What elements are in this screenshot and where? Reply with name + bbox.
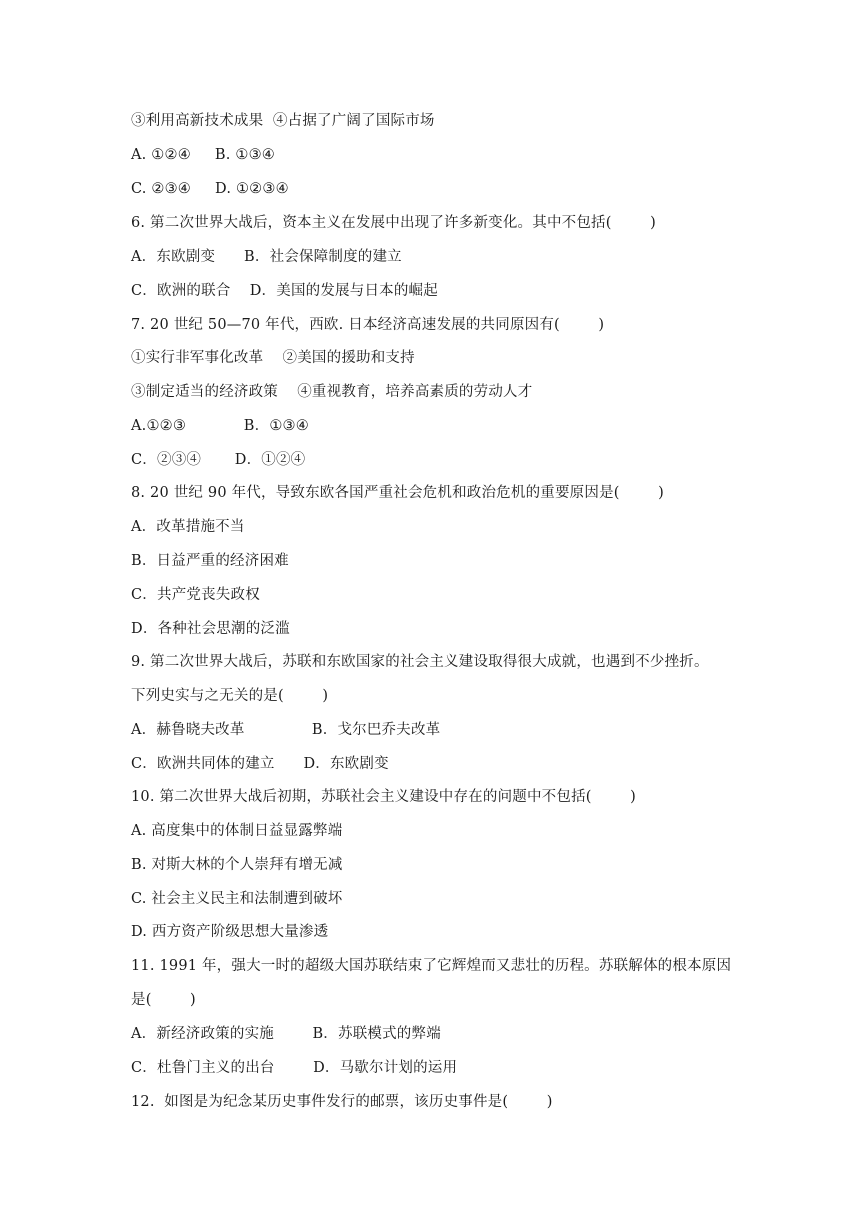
question-7-choice-ab: A.①②③ B．①③④	[131, 418, 309, 434]
question-5-options-line: ③利用高新技术成果 ④占据了广阔了国际市场	[131, 113, 435, 129]
question-8-choice-a: A．改革措施不当	[131, 519, 245, 535]
question-11-choice-ab: A．新经济政策的实施 B．苏联模式的弊端	[131, 1026, 441, 1042]
question-8-choice-c: C．共产党丧失政权	[131, 587, 260, 603]
question-11-stem: 11. 1991 年，强大一时的超级大国苏联结束了它辉煌而又悲壮的历程。苏联解体的根本原因	[131, 958, 732, 974]
question-7-statements-2: ③制定适当的经济政策 ④重视教育，培养高素质的劳动人才	[131, 384, 533, 400]
question-9-choice-ab: A．赫鲁晓夫改革 B．戈尔巴乔夫改革	[131, 722, 441, 738]
question-6-stem: 6. 第二次世界大战后，资本主义在发展中出现了许多新变化。其中不包括( )	[131, 215, 656, 231]
question-9-stem: 9. 第二次世界大战后，苏联和东欧国家的社会主义建设取得很大成就，也遇到不少挫折。	[131, 654, 709, 670]
question-6-choice-cd: C．欧洲的联合 D．美国的发展与日本的崛起	[131, 283, 438, 299]
question-8-choice-b: B．日益严重的经济困难	[131, 553, 289, 569]
question-7-choice-cd: C．②③④ D．①②④	[131, 452, 306, 468]
question-11-stem-continued: 是( )	[131, 992, 196, 1008]
question-11-choice-cd: C．杜鲁门主义的出台 D．马歇尔计划的运用	[131, 1060, 458, 1076]
question-9-choice-cd: C．欧洲共同体的建立 D．东欧剧变	[131, 756, 389, 772]
question-10-choice-c: C. 社会主义民主和法制遭到破坏	[131, 891, 343, 907]
question-8-choice-d: D．各种社会思潮的泛滥	[131, 621, 290, 637]
question-8-stem: 8. 20 世纪 90 年代，导致东欧各国严重社会危机和政治危机的重要原因是( )	[131, 485, 664, 501]
question-6-choice-ab: A．东欧剧变 B．社会保障制度的建立	[131, 249, 402, 265]
question-5-choice-cd: C. ②③④ D. ①②③④	[131, 181, 289, 197]
question-5-choice-ab: A. ①②④ B. ①③④	[131, 147, 276, 163]
question-10-choice-b: B. 对斯大林的个人崇拜有增无减	[131, 857, 343, 873]
question-10-choice-a: A. 高度集中的体制日益显露弊端	[131, 823, 343, 839]
question-12-stem: 12. 如图是为纪念某历史事件发行的邮票，该历史事件是( )	[131, 1094, 553, 1110]
question-7-stem: 7. 20 世纪 50—70 年代，西欧. 日本经济高速发展的共同原因有( )	[131, 317, 605, 333]
question-10-choice-d: D. 西方资产阶级思想大量渗透	[131, 924, 329, 940]
question-7-statements-1: ①实行非军事化改革 ②美国的援助和支持	[131, 350, 415, 366]
question-10-stem: 10. 第二次世界大战后初期，苏联社会主义建设中存在的问题中不包括( )	[131, 789, 636, 805]
question-9-stem-continued: 下列史实与之无关的是( )	[131, 688, 329, 704]
